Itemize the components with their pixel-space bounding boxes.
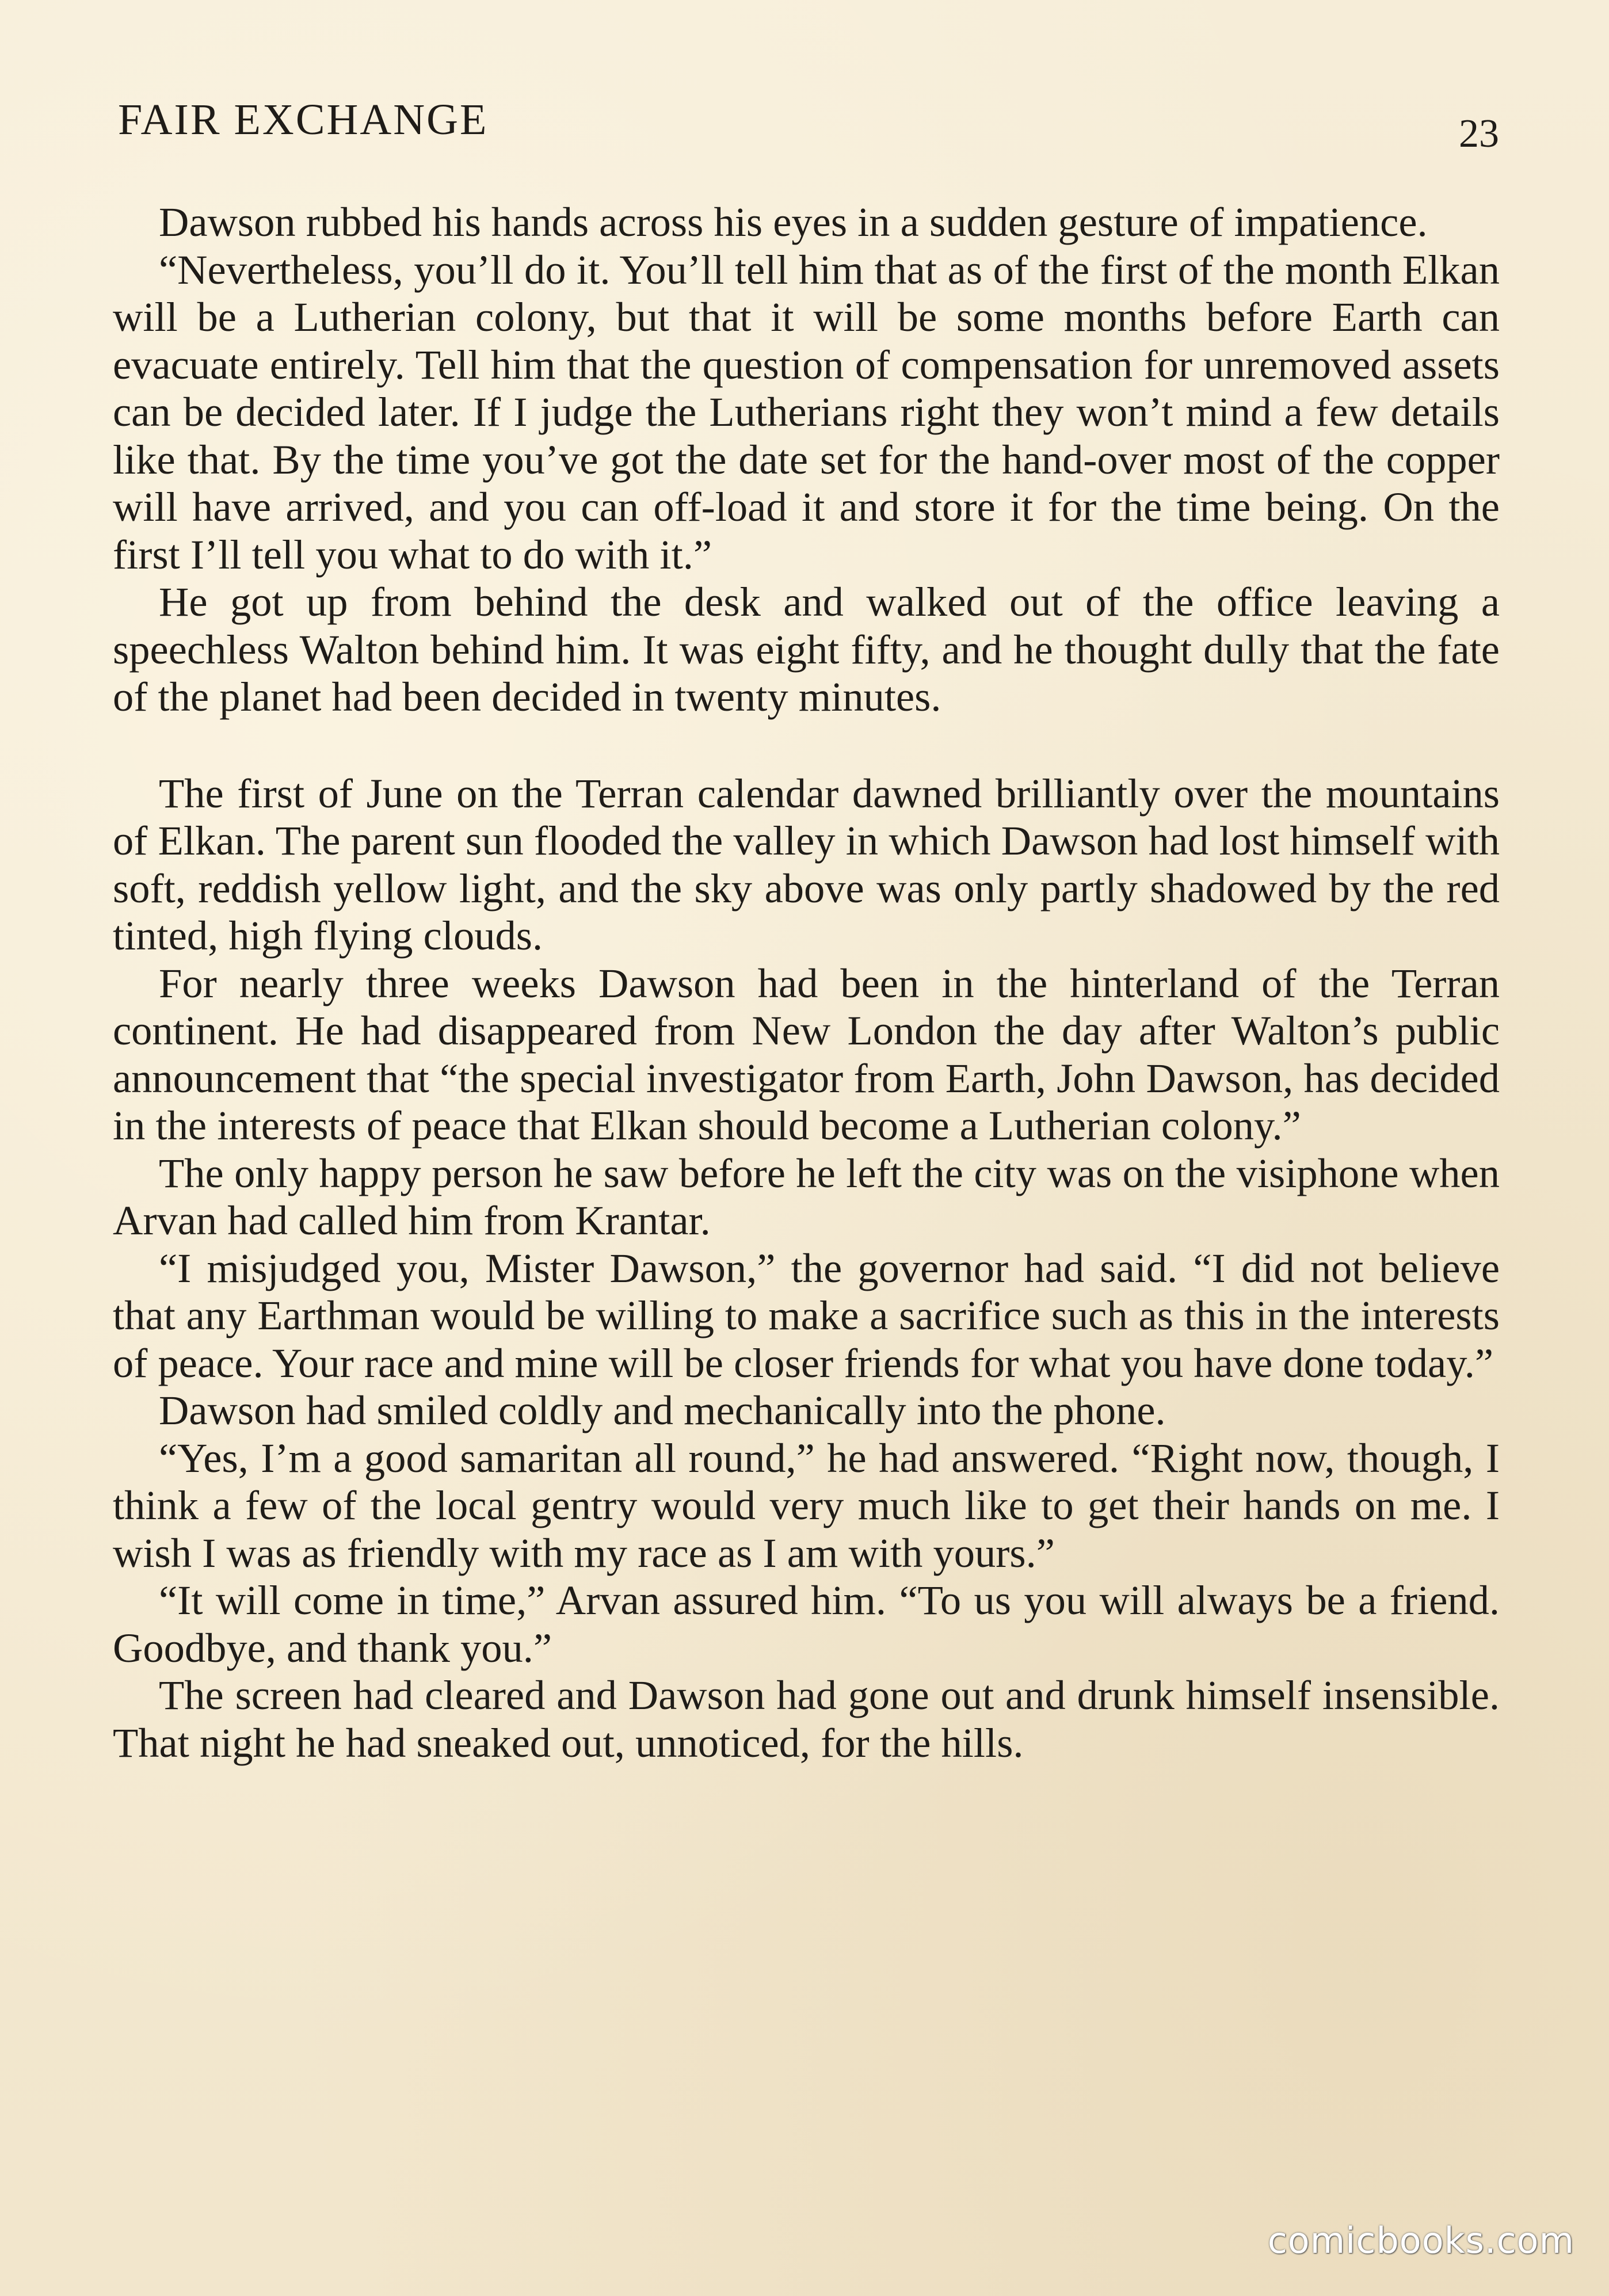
- paragraph: “Nevertheless, you’ll do it. You’ll tell him that as of the first of the month Elkan will be a Lutherian colony, but that it will be some months before Earth can evacuate entirely. Tell him that the question of compensation for unremoved assets can be decided later. If I judge the Lutherians right they won’t mind a few details like that. By the time you’ve got the date set for the hand-over most of the copper will have arrived, and you can off-load it and store it for the time being. On the first I’ll tell you what to do with it.”: [113, 246, 1500, 578]
- paragraph: Dawson had smiled coldly and mechanically into the phone.: [159, 1387, 1166, 1433]
- running-title: FAIR EXCHANGE: [118, 96, 489, 144]
- page-number: 23: [1459, 112, 1499, 156]
- paragraph: For nearly three weeks Dawson had been in the hinterland of the Terran continent. He had disappeared from New London the day after Walton’s public announcement that “the special investigator from Earth, John Dawson, has decided in the interests of peace that Elkan should become a Lutherian colony.”: [113, 959, 1500, 1149]
- watermark: comicbooks.com: [1267, 2219, 1574, 2261]
- paragraph: Dawson rubbed his hands across his eyes in a sudden gesture of impatience.: [159, 199, 1428, 245]
- section-break: [113, 721, 1500, 770]
- paragraph: The first of June on the Terran calendar dawned brilliantly over the mountains of Elkan. The parent sun flooded the valley in which Dawson had lost himself with soft, reddish yellow light, and the sky above was only partly shadowed by the red tinted, high flying clouds.: [113, 769, 1500, 959]
- paragraph: The screen had cleared and Dawson had gone out and drunk himself insensible. That night he had sneaked out, unnoticed, for the hills.: [113, 1672, 1500, 1766]
- page-header: [118, 98, 1499, 161]
- paragraph: “I misjudged you, Mister Dawson,” the governor had said. “I did not believe that any Earthman would be willing to make a sacrifice such as this in the interests of peace. Your race and mine will be closer friends for what you have done today.”: [113, 1244, 1500, 1386]
- paragraph: “It will come in time,” Arvan assured him. “To us you will always be a friend. Goodbye, and thank you.”: [113, 1577, 1500, 1671]
- paragraph: The only happy person he saw before he left the city was on the visiphone when Arvan had called him from Krantar.: [113, 1149, 1500, 1244]
- paragraph: “Yes, I’m a good samaritan all round,” he had answered. “Right now, though, I think a few of the local gentry would very much like to get their hands on me. I wish I was as friendly with my race as I am with yours.”: [113, 1434, 1500, 1576]
- paragraph: He got up from behind the desk and walked out of the office leaving a speechless Walton behind him. It was eight fifty, and he thought dully that the fate of the planet had been decided in twenty minutes.: [113, 578, 1500, 720]
- body-text: [113, 199, 1500, 1767]
